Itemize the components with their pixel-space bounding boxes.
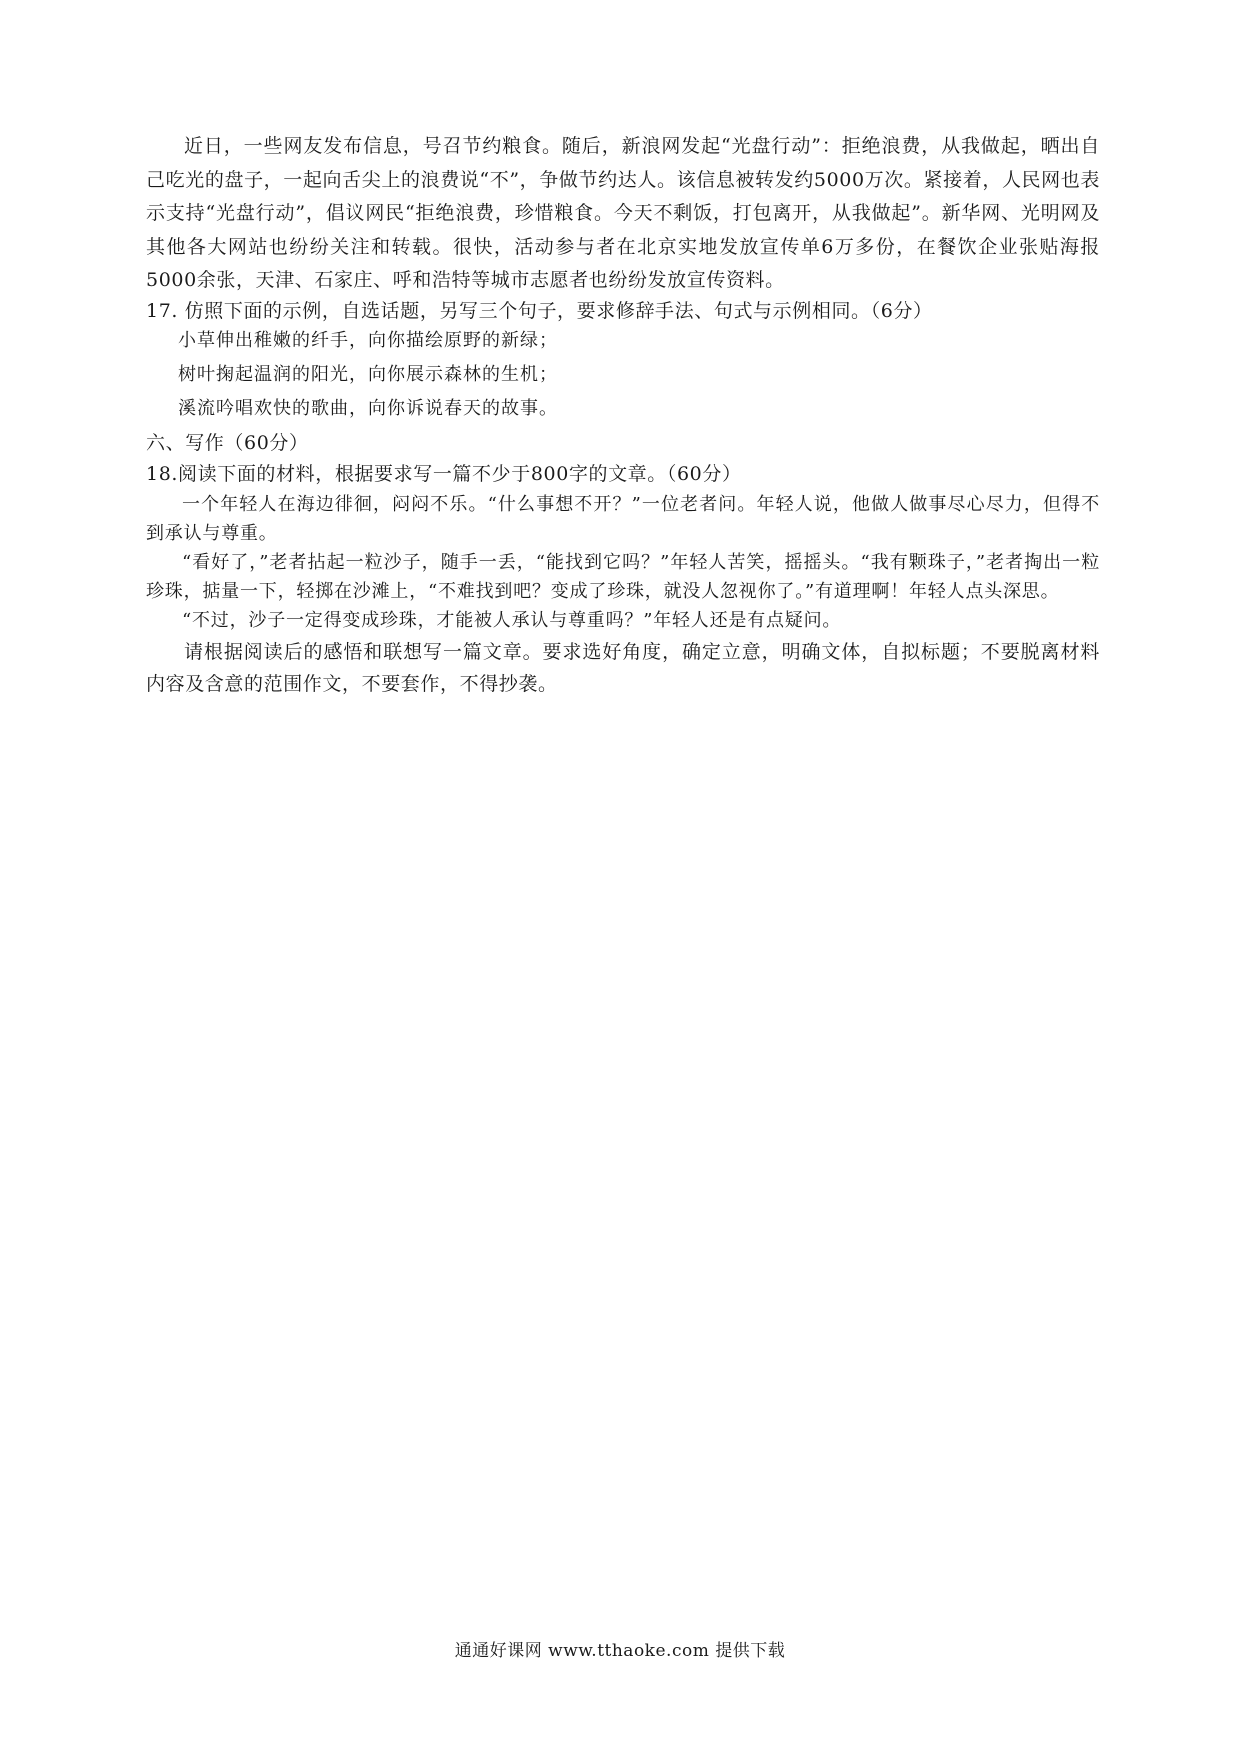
section-6-heading: 六、写作（60分） [146,432,309,454]
page-footer: 通通好课网 www.tthaoke.com 提供下载 [454,1641,786,1661]
material-paragraph-1: 一个年轻人在海边徘徊，闷闷不乐。“什么事想不开？”一位老者问。年轻人说，他做人做事尽心尽力，但得不到承认与尊重。 [146,494,1100,544]
question-17-prompt: 17. 仿照下面的示例，自选话题，另写三个句子，要求修辞手法、句式与示例相同。（6分） [146,300,933,322]
instruction-paragraph: 请根据阅读后的感悟和联想写一篇文章。要求选好角度，确定立意，明确文体，自拟标题；不要脱离材料内容及含意的范围作文，不要套作，不得抄袭。 [146,641,1100,695]
material-paragraph-2: “看好了，”老者拈起一粒沙子，随手一丢，“能找到它吗？”年轻人苦笑，摇摇头。“我有颗珠子，”老者掏出一粒珍珠，掂量一下，轻掷在沙滩上，“不难找到吧？变成了珍珠，就没人忽视你了。”有道理啊！年轻人点头深思。 [146,552,1100,602]
example-sentence-3: 溪流吟唱欢快的歌曲，向你诉说春天的故事。 [178,398,558,419]
writing-instruction [146,636,1100,700]
question-18-material [146,490,1100,635]
material-paragraph-3: “不过，沙子一定得变成珍珠，才能被人承认与尊重吗？”年轻人还是有点疑问。 [182,610,842,631]
reading-passage [146,130,1100,298]
passage-paragraph: 近日，一些网友发布信息，号召节约粮食。随后，新浪网发起“光盘行动”：拒绝浪费，从我做起，晒出自己吃光的盘子，一起向舌尖上的浪费说“不”，争做节约达人。该信息被转发约5000万次。紧接着，人民网也表示支持“光盘行动”，倡议网民“拒绝浪费，珍惜粮食。今天不剩饭，打包离开，从我做起”。新华网、光明网及其他各大网站也纷纷关注和转载。很快，活动参与者在北京实地发放宣传单6万多份，在餐饮企业张贴海报5000余张，天津、石家庄、呼和浩特等城市志愿者也纷纷发放宣传资料。 [146,135,1100,291]
example-sentence-2: 树叶掬起温润的阳光，向你展示森林的生机； [178,364,558,385]
example-sentence-1: 小草伸出稚嫩的纤手，向你描绘原野的新绿； [178,330,558,351]
question-18-prompt: 18.阅读下面的材料，根据要求写一篇不少于800字的文章。（60分） [146,463,742,485]
